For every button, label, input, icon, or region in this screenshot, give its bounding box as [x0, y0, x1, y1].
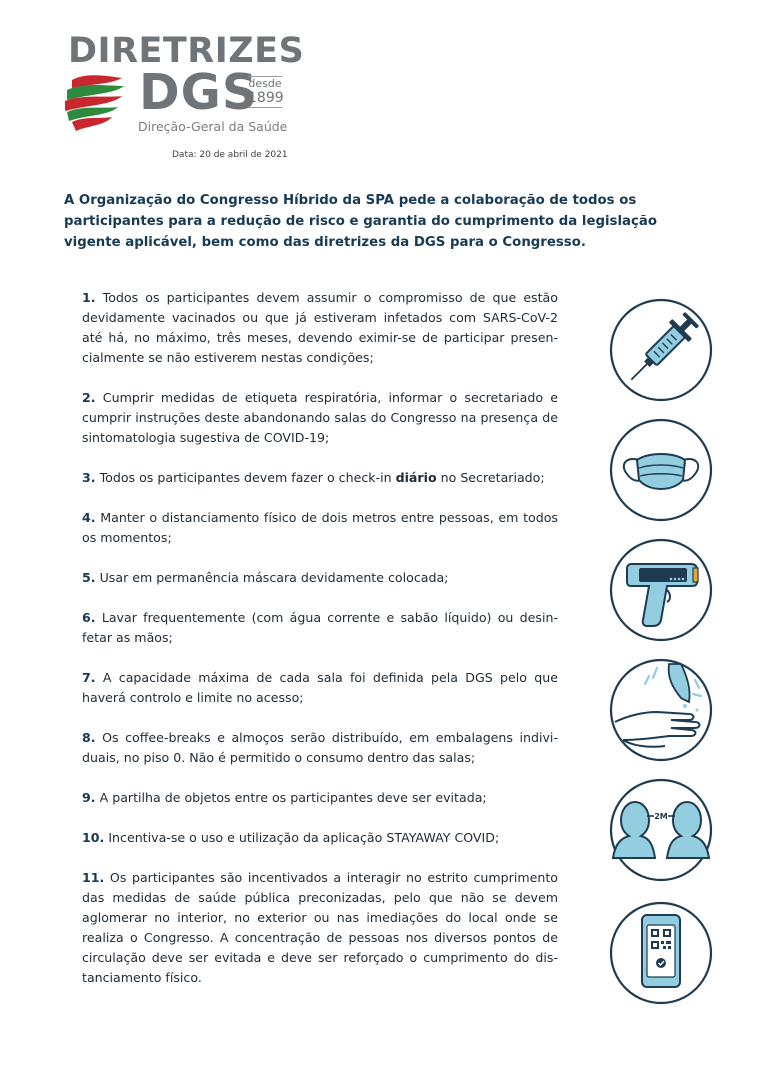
face-mask-icon	[609, 418, 713, 522]
rule-text: A capacidade máxima de cada sala foi definida pela DGS pelo que haverá controlo e limite no acesso;	[82, 670, 558, 705]
logo-title: DIRETRIZES	[68, 31, 305, 71]
distance-label: 2M	[654, 812, 668, 821]
rule-number: 3.	[82, 470, 96, 485]
rule-number: 9.	[82, 790, 96, 805]
rule-item	[82, 788, 558, 808]
rule-text: no Secretariado;	[440, 470, 545, 485]
rule-text: Usar em permanência máscara devidamente colocada;	[99, 570, 449, 585]
dgs-logo	[64, 31, 305, 138]
rule-text: Manter o distanciamento físico de dois metros entre pessoas, em todos os momentos;	[82, 510, 558, 545]
guideline-icons	[609, 298, 713, 1018]
rule-number: 5.	[82, 570, 96, 585]
rule-item	[82, 868, 558, 988]
rule-text: Os coffee-breaks e almoços serão distribuído, em embalagens individuais, no piso 0. Não é permitido o consumo dentro das salas;	[82, 730, 558, 765]
rule-text: Lavar frequentemente (com água corrente e sabão líquido) ou desinfetar as mãos;	[82, 610, 558, 645]
rule-text: Incentiva-se o uso e utilização da aplicação STAYAWAY COVID;	[108, 830, 500, 845]
logo-year: 1899	[248, 90, 284, 106]
rule-item	[82, 828, 558, 848]
logo-subtitle: Direção-Geral da Saúde	[138, 119, 288, 134]
rule-text: Os participantes são incentivados a interagir no estrito cumprimento das medidas de saúde pública preconizadas, pelo que não se devem aglomerar no interior, no exterior ou nas imediações do local onde se realiza o Congresso. A concentração de pessoas nos diversos pontos de circulação deve ser evitada e deve ser reforçado o cumprimento do distanciamento físico.	[82, 870, 558, 985]
rule-number: 4.	[82, 510, 96, 525]
qr-app-icon	[609, 901, 713, 1005]
hand-washing-icon	[609, 658, 713, 762]
rule-number: 1.	[82, 290, 96, 305]
rule-number: 6.	[82, 610, 96, 625]
rule-item	[82, 568, 558, 588]
logo-since	[248, 76, 282, 108]
rule-number: 7.	[82, 670, 96, 685]
logo-desde-label: desde	[248, 77, 282, 90]
document-date: Data: 20 de abril de 2021	[172, 150, 288, 160]
intro-paragraph: A Organização do Congresso Híbrido da SPA pede a colaboração de todos os participantes para a redução de risco e garantia do cumprimento da legislação vigente aplicável, bem como das diretrizes da DGS para o Congresso.	[64, 193, 657, 250]
rule-number: 8.	[82, 730, 96, 745]
rule-item	[82, 468, 558, 488]
rule-text: Todos os participantes devem assumir o compromisso de que estão devidamente vacinados ou que já estiveram infetados com SARS-CoV-2 até há, no máximo, três meses, devendo eximir-se de participar presencialmente se não estiverem nestas condições;	[82, 290, 558, 365]
rule-number: 11.	[82, 870, 105, 885]
rule-item	[82, 668, 558, 708]
distance-2m-icon	[609, 778, 713, 882]
rule-text-emphasis: diário	[395, 470, 437, 485]
dgs-flag-mark-icon	[64, 74, 126, 134]
rules-list	[82, 288, 558, 988]
rule-text: Cumprir medidas de etiqueta respiratória, informar o secretariado e cumprir instruções deste abandonando salas do Congresso na presença de sintomatologia sugestiva de COVID-19;	[82, 390, 558, 445]
logo-acronym: DGS	[139, 64, 259, 121]
rule-item	[82, 508, 558, 548]
rule-text: Todos os participantes devem fazer o check-in	[99, 470, 392, 485]
rule-item	[82, 388, 558, 448]
rule-item	[82, 608, 558, 648]
rule-item	[82, 728, 558, 768]
syringe-icon	[609, 298, 713, 402]
rule-number: 10.	[82, 830, 105, 845]
rule-text: A partilha de objetos entre os participantes deve ser evitada;	[99, 790, 487, 805]
rule-item	[82, 288, 558, 368]
rule-number: 2.	[82, 390, 96, 405]
thermometer-gun-icon	[609, 538, 713, 642]
